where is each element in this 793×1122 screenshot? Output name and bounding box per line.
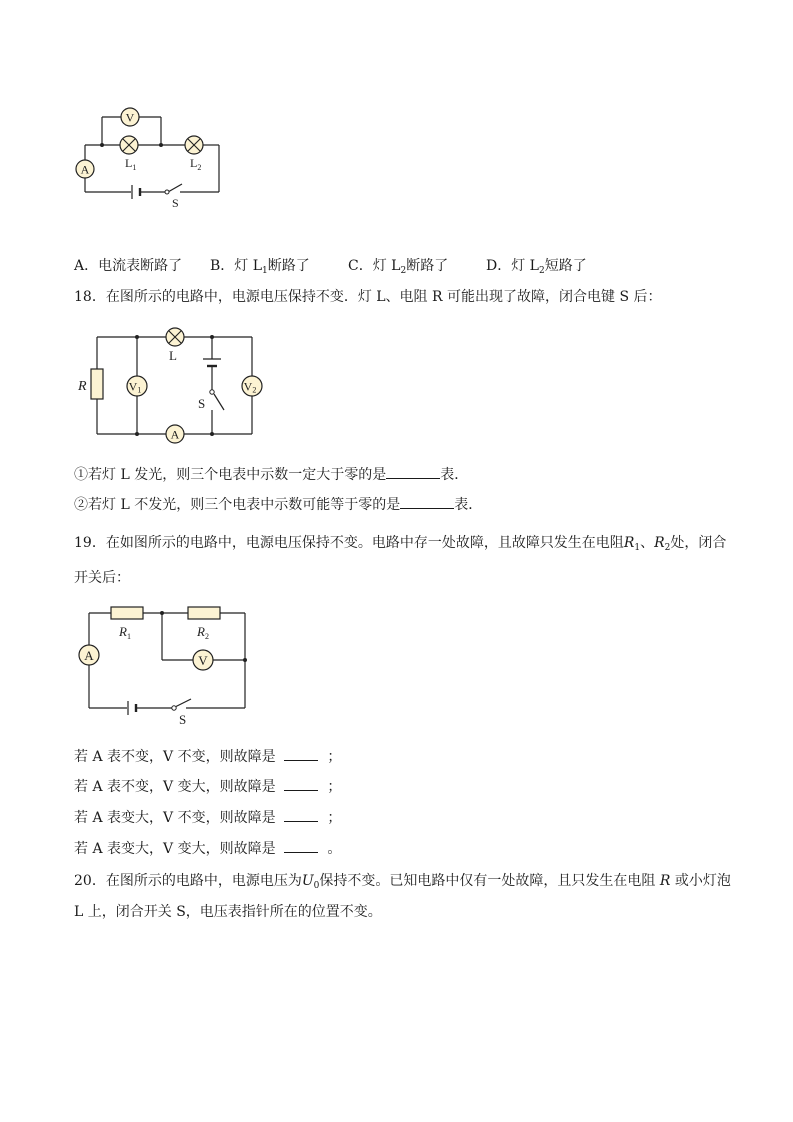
svg-text:V: V — [198, 653, 208, 668]
q19-case-2: 若 A 表不变，V 变大，则故障是 ； — [74, 779, 342, 795]
q18-circuit-diagram — [70, 318, 270, 448]
q19-switch-pivot — [172, 706, 176, 710]
svg-text:V: V — [125, 110, 135, 125]
q18-voltmeter-v2 — [242, 376, 262, 396]
switch-pivot — [165, 190, 169, 194]
svg-text:V2: V2 — [243, 379, 257, 395]
q17-option-c: C．灯 $L_2$断路了 — [348, 258, 449, 276]
q19-ammeter — [79, 645, 99, 665]
q17-lamp-l2-label: $L_2$ — [190, 156, 202, 172]
q20-stem-line2: L 上，闭合开关 S，电压表指针所在的位置不变。 — [74, 904, 382, 920]
q18-resistor — [91, 369, 103, 399]
q17-switch-label: S — [172, 196, 179, 210]
q17-lamp-l2 — [185, 136, 203, 154]
q17-ammeter — [76, 160, 94, 178]
q17-option-d: D．灯 $L_2$短路了 — [486, 258, 587, 276]
q18-ammeter — [166, 425, 184, 443]
q18-lamp — [166, 328, 184, 346]
q18-part2: ②若灯 L 不发光，则三个电表中示数可能等于零的是 表． — [74, 497, 483, 513]
q19-case-1-blank[interactable] — [284, 747, 318, 761]
q19-r1-label: $R_1$ — [119, 624, 131, 641]
q18-switch-label: S — [198, 396, 206, 411]
q19-case-1: 若 A 表不变，V 不变，则故障是 ； — [74, 749, 342, 765]
q18-resistor-label: R — [78, 379, 87, 394]
q17-option-b: B．灯 $L_1$断路了 — [210, 258, 310, 276]
svg-text:A: A — [170, 427, 180, 442]
q19-case-3-blank[interactable] — [284, 808, 318, 822]
q19-case-4: 若 A 表变大，V 变大，则故障是 。 — [74, 841, 342, 857]
q19-resistor-r1 — [111, 607, 143, 619]
q19-case-3: 若 A 表变大，V 不变，则故障是 ； — [74, 810, 342, 826]
svg-text:V1: V1 — [128, 379, 142, 395]
q19-voltmeter — [193, 650, 213, 670]
q18-part1: ①若灯 L 发光，则三个电表中示数一定大于零的是 表． — [74, 467, 469, 483]
q17-voltmeter — [121, 108, 139, 126]
q18-part1-blank[interactable] — [386, 465, 440, 479]
q17-circuit-diagram — [70, 100, 240, 215]
q18-lamp-label: L — [169, 348, 177, 363]
q17-option-a: A．电流表断路了 — [74, 258, 183, 274]
svg-text:A: A — [84, 648, 94, 663]
q20-stem-line1: 20．在图所示的电路中，电源电压为$U_0$保持不变。已知电路中仅有一处故障，且只发生在电阻 R 或小灯泡 — [74, 873, 731, 891]
q17-lamp-l1 — [120, 136, 138, 154]
q19-resistor-r2 — [188, 607, 220, 619]
q18-stem: 18．在图所示的电路中，电源电压保持不变．灯 L、电阻 R 可能出现了故障，闭合电键 S 后： — [74, 289, 662, 305]
q18-part2-blank[interactable] — [400, 495, 454, 509]
q17-lamp-l1-label: $L_1$ — [125, 156, 137, 172]
q19-case-2-blank[interactable] — [284, 777, 318, 791]
q19-switch-label: S — [179, 712, 187, 727]
q19-case-4-blank[interactable] — [284, 839, 318, 853]
q18-voltmeter-v1 — [127, 376, 147, 396]
q19-circuit-diagram — [70, 598, 260, 728]
q19-stem-line2: 开关后： — [74, 570, 130, 586]
q19-r2-label: $R_2$ — [197, 624, 209, 641]
q19-stem-line1: 19．在如图所示的电路中，电源电压保持不变。电路中存一处故障，且故障只发生在电阻$R_1$、$R_2$处，闭合 — [74, 535, 727, 553]
q18-switch-pivot — [210, 390, 214, 394]
svg-text:A: A — [80, 162, 90, 177]
